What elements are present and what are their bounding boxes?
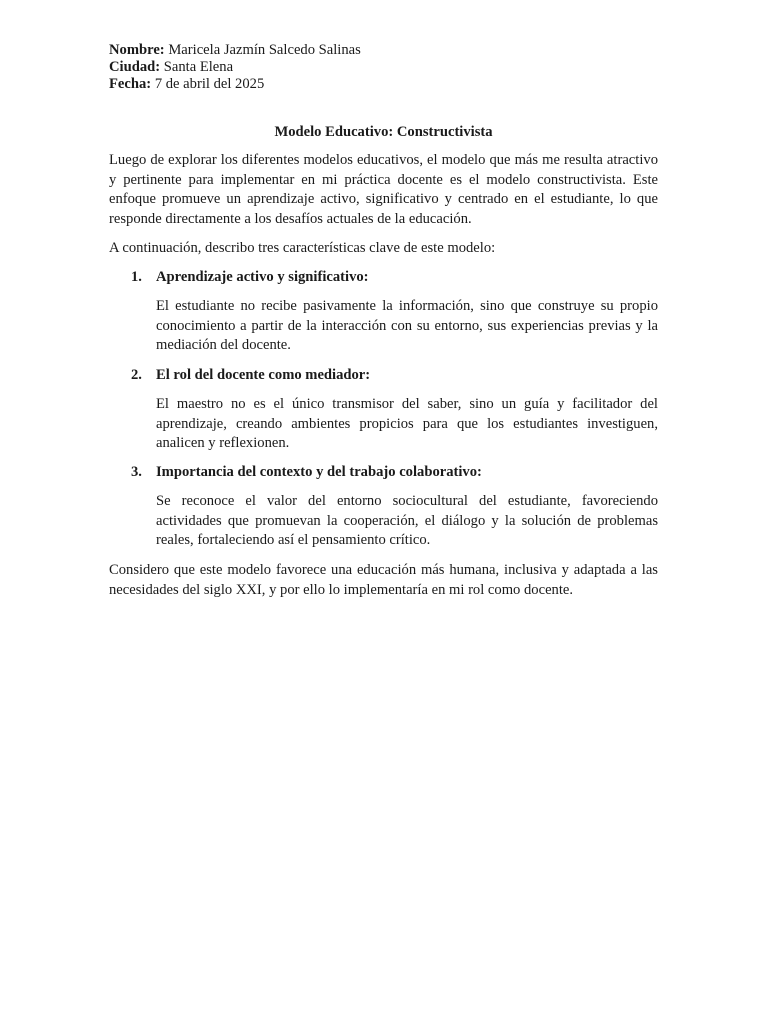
intro-paragraph: Luego de explorar los diferentes modelos educativos, el modelo que más me resulta atractivo y pertinente para implementar en mi práctica docente es el modelo constructivista. Este enfoque promueve un aprendizaje activo, significativo y centrado en el estudiante, lo que responde directamente a los desafíos actuales de la educación.	[109, 152, 658, 227]
date-line	[109, 76, 669, 93]
list-item-number: 3.	[131, 464, 142, 480]
document-header	[109, 42, 669, 93]
name-line	[109, 42, 669, 59]
list-item-number: 2.	[131, 367, 142, 383]
list-item-heading: El rol del docente como mediador:	[156, 367, 371, 383]
document-title: Modelo Educativo: Constructivista	[274, 124, 493, 140]
name-label: Nombre:	[109, 42, 165, 58]
list-item-body: Se reconoce el valor del entorno sociocultural del estudiante, favoreciendo actividades que promuevan la cooperación, el diálogo y la solución de problemas reales, fortaleciendo así el pensamiento crítico.	[156, 493, 658, 549]
list-item-number: 1.	[131, 269, 142, 285]
date-value: 7 de abril del 2025	[154, 76, 265, 92]
date-label: Fecha:	[109, 76, 152, 92]
list-item-body: El estudiante no recibe pasivamente la información, sino que construye su propio conocimiento a partir de la interacción con su entorno, sus experiencias previas y la mediación del docente.	[156, 298, 658, 354]
lead-paragraph: A continuación, describo tres características clave de este modelo:	[109, 240, 496, 256]
city-line	[109, 59, 669, 76]
name-value: Maricela Jazmín Salcedo Salinas	[168, 42, 361, 58]
list-item-heading: Importancia del contexto y del trabajo colaborativo:	[156, 464, 482, 480]
city-label: Ciudad:	[109, 59, 161, 75]
list-item-body: El maestro no es el único transmisor del saber, sino un guía y facilitador del aprendizaje, creando ambientes propicios para que los estudiantes investiguen, analicen y reflexionen.	[156, 396, 658, 452]
closing-paragraph: Considero que este modelo favorece una educación más humana, inclusiva y adaptada a las necesidades del siglo XXI, y por ello lo implementaría en mi rol como docente.	[109, 562, 658, 598]
list-item-heading: Aprendizaje activo y significativo:	[156, 269, 369, 285]
city-value: Santa Elena	[163, 59, 234, 75]
